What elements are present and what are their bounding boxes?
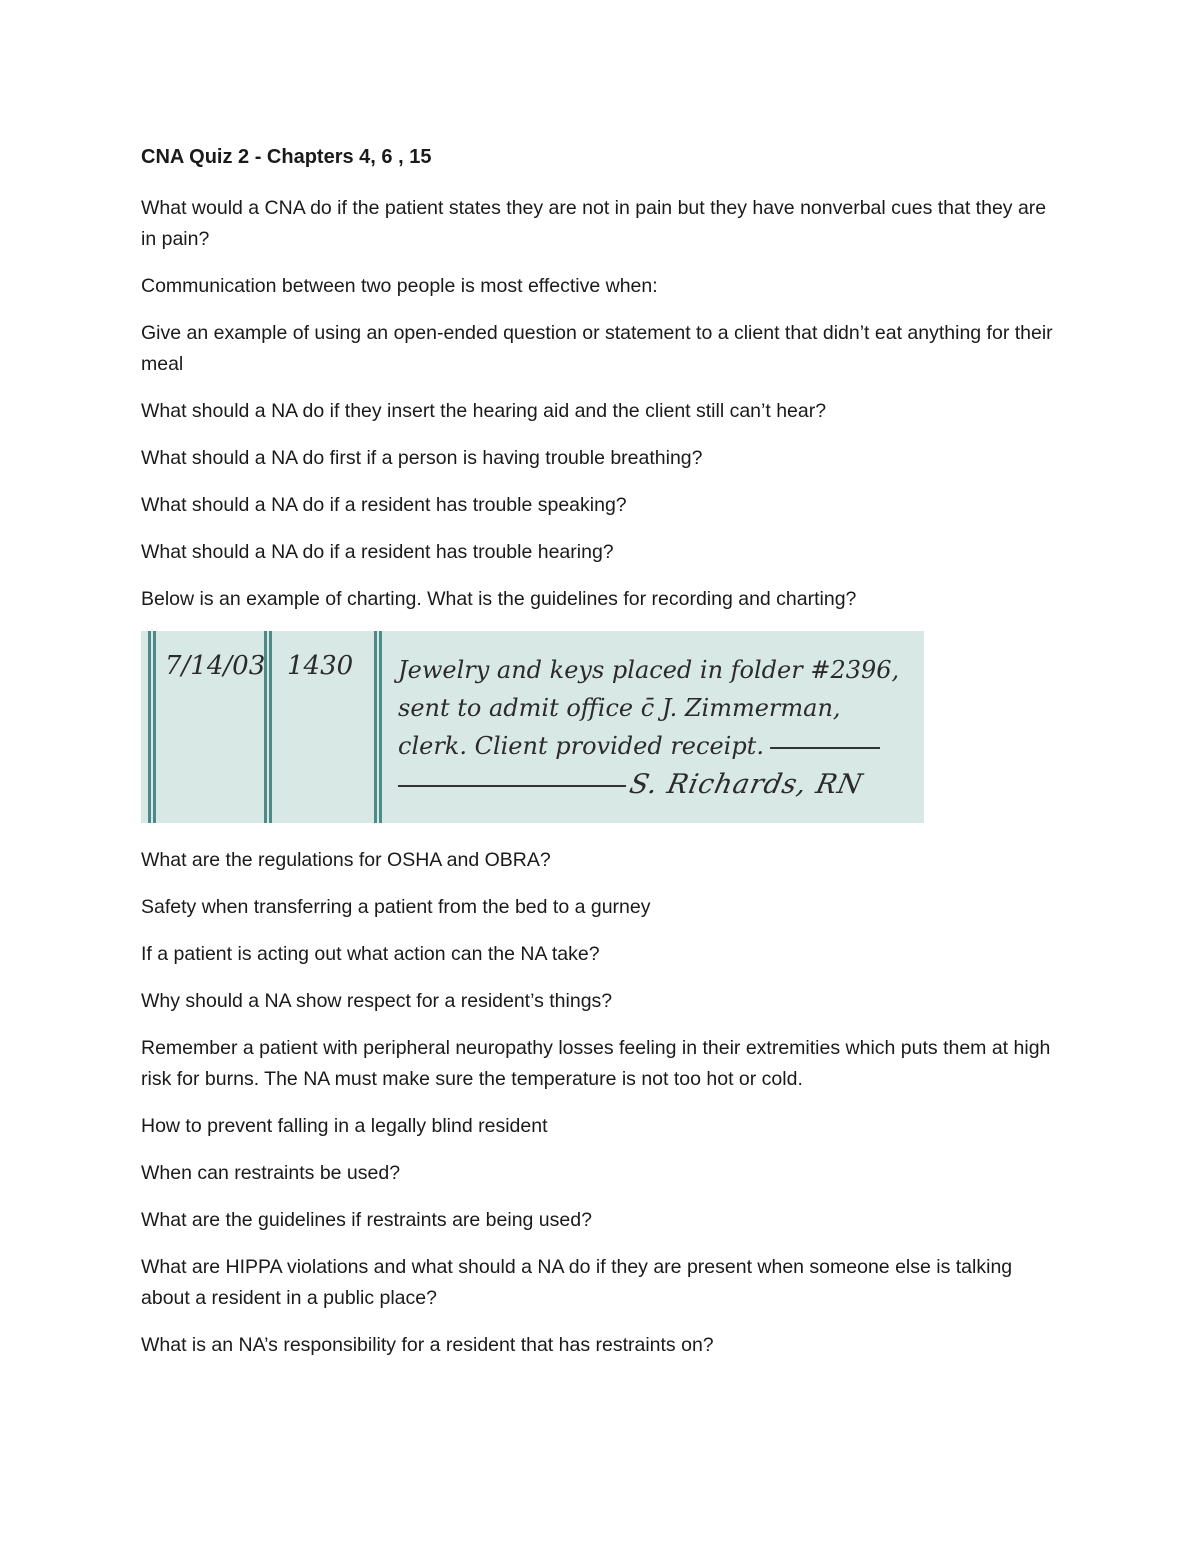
chart-note-line: sent to admit office c̄ J. Zimmerman, <box>398 694 841 722</box>
question: What should a NA do first if a person is having trouble breathing? <box>141 447 703 469</box>
question: When can restraints be used? <box>141 1162 401 1184</box>
question: Communication between two people is most effective when: <box>141 275 658 297</box>
question: What are the regulations for OSHA and OBRA? <box>141 849 551 871</box>
question: Safety when transferring a patient from the bed to a gurney <box>141 896 651 918</box>
signature: S. Richards, RN <box>626 769 866 800</box>
question: What should a NA do if a resident has trouble speaking? <box>141 494 627 516</box>
chart-note <box>398 651 918 765</box>
chart-column-line <box>269 631 272 823</box>
chart-column-line <box>374 631 377 823</box>
question: Why should a NA show respect for a resident’s things? <box>141 990 613 1012</box>
signature-fill-line <box>398 785 626 787</box>
chart-column-line <box>379 631 382 823</box>
question: If a patient is acting out what action can the NA take? <box>141 943 600 965</box>
question: Below is an example of charting. What is the guidelines for recording and charting? <box>141 588 857 610</box>
question: What would a CNA do if the patient states they are not in pain but they have nonverbal cues that they are in pain? <box>141 197 1047 250</box>
question: What are HIPPA violations and what should a NA do if they are present when someone else is talking about a resident in a public place? <box>141 1256 1013 1309</box>
document-body <box>141 143 1061 1377</box>
chart-time: 1430 <box>287 651 354 681</box>
question: How to prevent falling in a legally blind resident <box>141 1115 548 1137</box>
signature-row <box>398 769 918 809</box>
charting-example-image <box>141 631 924 823</box>
quiz-title: CNA Quiz 2 - Chapters 4, 6 , 15 <box>141 146 432 168</box>
chart-fill-line <box>770 747 880 749</box>
chart-note-line: clerk. Client provided receipt. <box>398 732 764 760</box>
question: Give an example of using an open-ended question or statement to a client that didn’t eat anything for their meal <box>141 322 1053 375</box>
chart-note-line: Jewelry and keys placed in folder #2396, <box>398 656 900 684</box>
question: What is an NA’s responsibility for a resident that has restraints on? <box>141 1334 714 1356</box>
question: Remember a patient with peripheral neuropathy losses feeling in their extremities which puts them at high risk for burns. The NA must make sure the temperature is not too hot or cold. <box>141 1037 1051 1090</box>
question: What should a NA do if they insert the hearing aid and the client still can’t hear? <box>141 400 827 422</box>
chart-date: 7/14/03 <box>165 651 266 681</box>
chart-column-line <box>153 631 156 823</box>
question: What should a NA do if a resident has trouble hearing? <box>141 541 614 563</box>
question: What are the guidelines if restraints are being used? <box>141 1209 592 1231</box>
chart-column-line <box>148 631 151 823</box>
chart-note-line-with-dash <box>398 727 918 765</box>
